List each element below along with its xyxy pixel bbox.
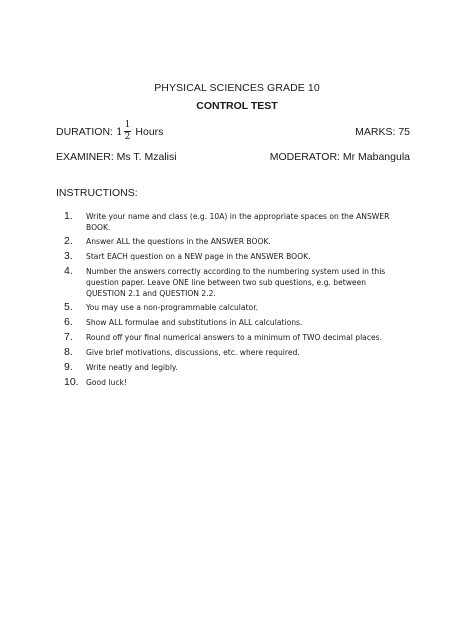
list-item [64,316,408,329]
list-item-text: You may use a non-programmable calculator. [86,303,259,312]
list-item-text: Round off your final numerical answers to a minimum of TWO decimal places. [86,333,383,342]
list-item-text: Write your name and class (e.g. 10A) in the appropriate spaces on the ANSWER BOOK. [86,212,390,232]
list-item [64,250,408,263]
list-item [64,265,408,299]
examiner-moderator-row [56,151,410,165]
list-item [64,361,408,374]
list-item-text: Write neatly and legibly. [86,363,178,372]
fraction-numerator: 1 [124,120,131,130]
list-item-text: Number the answers correctly according to the numbering system used in this question paper. Leave ONE line between two sub questions, e.g. between QUESTION 2.1 and QUESTION 2.2. [86,267,386,298]
list-item-number: 5. [64,301,73,313]
list-item-number: 7. [64,331,73,343]
list-item-number: 3. [64,250,73,262]
list-item-number: 6. [64,316,73,328]
list-item-number: 2. [64,235,73,247]
list-item-number: 1. [64,210,73,222]
list-item [64,235,408,248]
list-item [64,331,408,344]
fraction-denominator: 2 [124,132,131,142]
duration-label: DURATION: [56,125,113,138]
moderator: MODERATOR: Mr Mabangula [269,151,410,163]
page-title: PHYSICAL SCIENCES GRADE 10 [154,82,320,94]
instructions-list [64,210,408,391]
list-item-text: Show ALL formulae and substitutions in ALL calculations. [86,318,303,327]
duration-whole: 1 [115,125,123,138]
list-item-text: Give brief motivations, discussions, etc. where required. [86,348,300,357]
list-item [64,376,408,389]
list-item [64,210,408,233]
list-item-number: 8. [64,346,73,358]
list-item-number: 4. [64,265,73,277]
marks: MARKS: 75 [355,126,410,138]
duration-marks-row [56,121,410,147]
list-item-text: Start EACH question on a NEW page in the ANSWER BOOK. [86,252,311,261]
duration-fraction [124,121,132,142]
list-item-text: Good luck! [86,378,127,387]
duration-unit: Hours [135,125,164,138]
list-item-number: 9. [64,361,73,373]
list-item-text: Answer ALL the questions in the ANSWER BOOK. [86,237,271,246]
test-title: CONTROL TEST [196,100,278,112]
examiner: EXAMINER: Ms T. Mzalisi [56,151,177,163]
instructions-heading: INSTRUCTIONS: [56,187,138,199]
list-item [64,301,408,314]
list-item [64,346,408,359]
list-item-number: 10. [64,376,79,388]
duration [56,121,163,142]
